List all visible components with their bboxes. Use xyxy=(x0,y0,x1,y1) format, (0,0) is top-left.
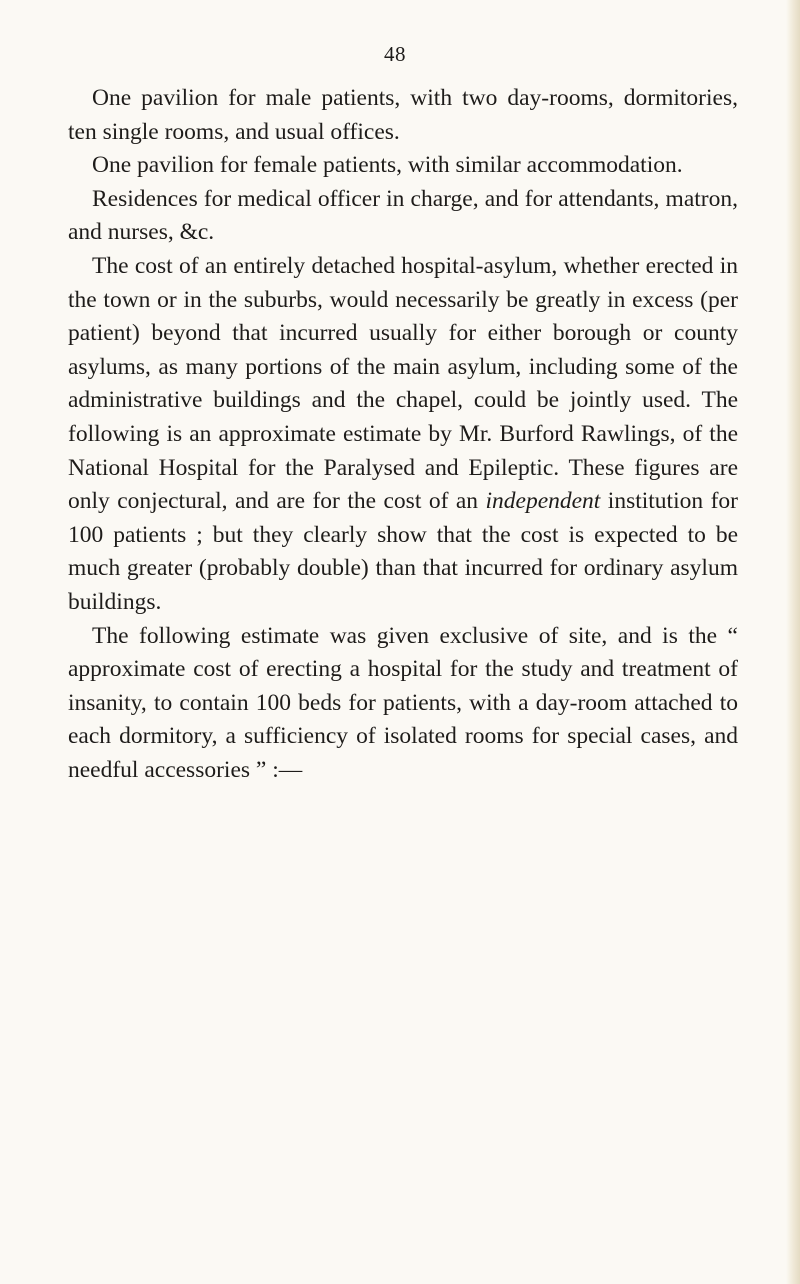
paragraph xyxy=(68,82,738,149)
emphasis-text: independent xyxy=(485,488,601,515)
paragraph xyxy=(68,183,738,250)
paragraph xyxy=(68,250,738,620)
paragraph-text: The following estimate was given exclusive of site, and is the “ approximate cost of erecting a hospital for the study and treatment of insanity, to contain 100 beds for patients, with a day-room attached to each dormitory, a sufficiency of isolated rooms for special cases, and needful accessories ” :— xyxy=(68,622,738,783)
paragraph xyxy=(68,620,738,788)
paragraph-text: institution for 100 patients ; but they clearly show that the cost is expected to be much greater (probably double) than that incurred for ordinary asylum buildings. xyxy=(68,488,738,615)
page-number: 48 xyxy=(384,42,406,66)
body-text xyxy=(68,82,738,787)
paragraph-text: One pavilion for female patients, with similar accommodation. xyxy=(92,152,683,179)
paragraph-text: Residences for medical officer in charge, and for attendants, matron, and nurses, &c. xyxy=(68,185,738,246)
page-edge xyxy=(786,0,800,1284)
paragraph-text: The cost of an entirely detached hospital-asylum, whether erected in the town or in the suburbs, would necessarily be greatly in excess (per patient) beyond that incurred usually for either borough or county asylums, as many portions of the main asylum, including some of the administrative buildings and the chapel, could be jointly used. The following is an approximate estimate by Mr. Burford Rawlings, of the National Hospital for the Paralysed and Epileptic. These figures are only conjectural, and are for the cost of an xyxy=(68,252,738,515)
paragraph xyxy=(68,149,738,183)
paragraph-text: One pavilion for male patients, with two day-rooms, dormitories, ten single rooms, and usual offices. xyxy=(68,85,738,145)
